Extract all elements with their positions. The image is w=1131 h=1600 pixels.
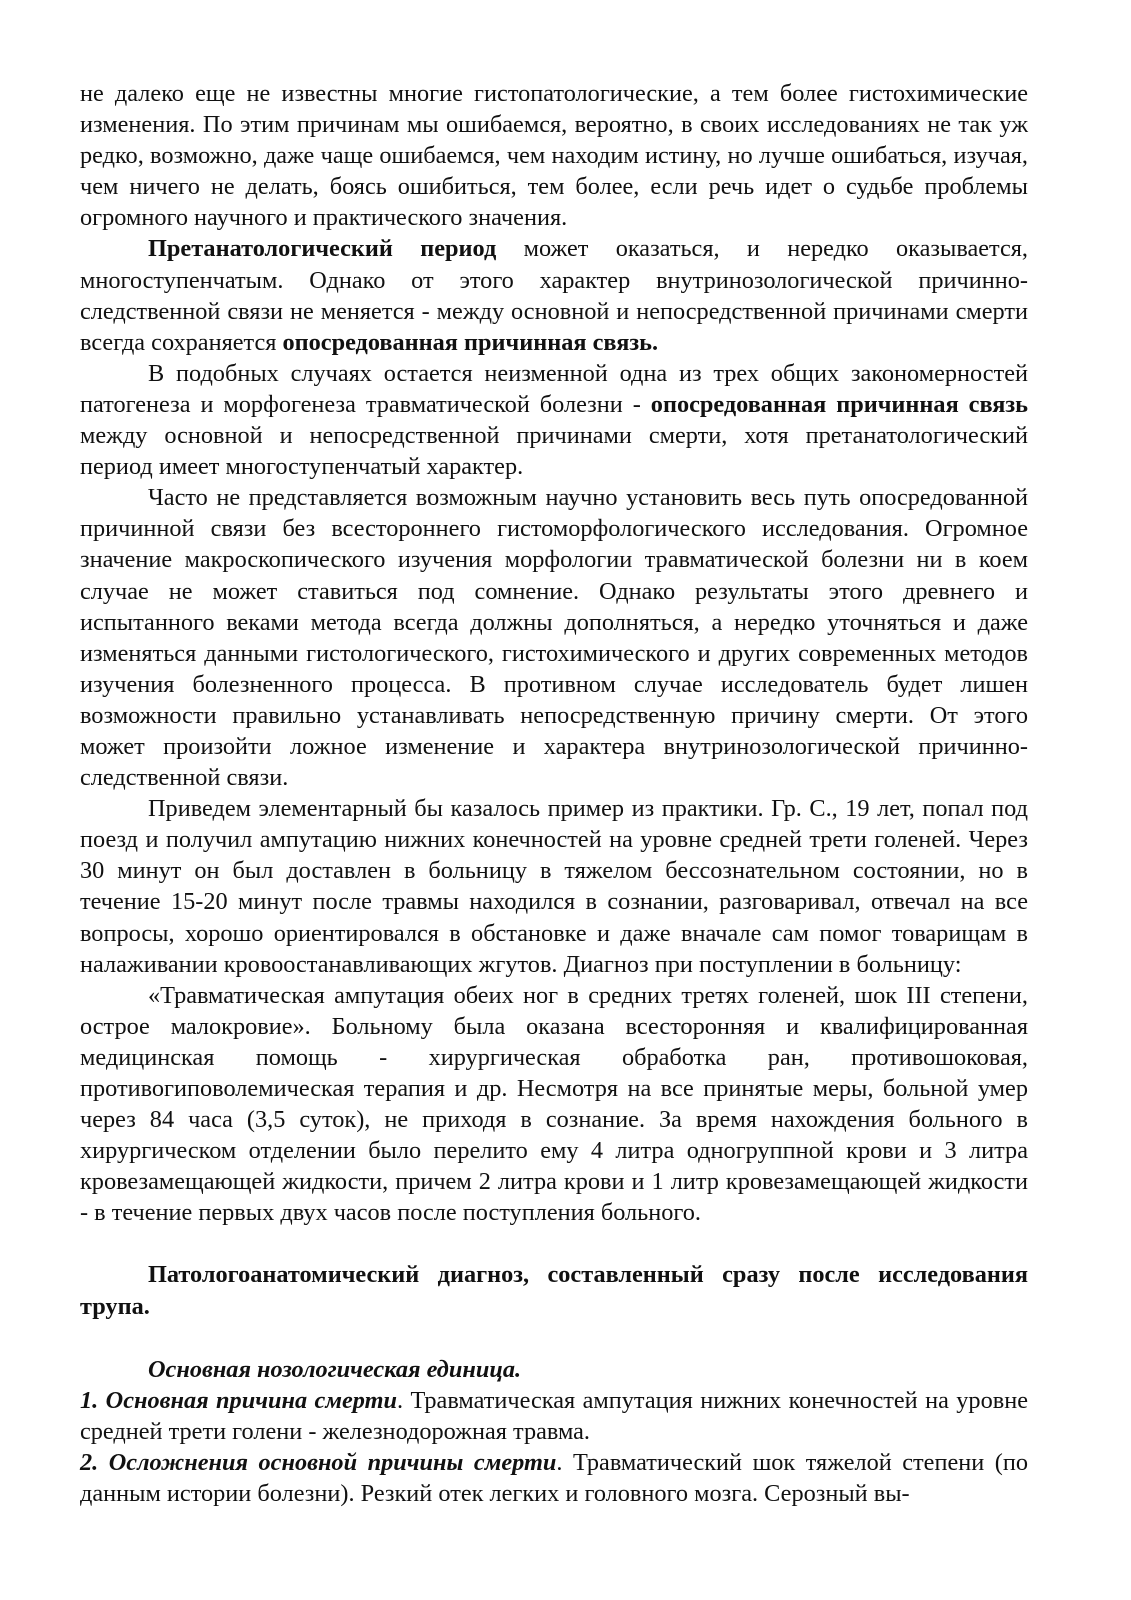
paragraph-intro: не далеко еще не известны многие гистопатологические, а тем более гистохимические изменения. По этим причинам мы ошибаемся, вероятно, в своих исследованиях не так уж редко, возможно, даже чаще ошибаемся, чем находим истину, но лучше ошибаться, изучая, чем ничего не делать, боясь ошибиться, тем более, если речь идет о судьбе проблемы огромного научного и практического значения. (80, 80, 1028, 232)
paragraph-diagnosis-on-admission: «Травматическая ампутация обеих ног в средних третях голеней, шок III степени, острое малокровие». Больному была оказана всесторонняя и квалифицированная медицинская помощь - хирургическая обработка ран, противошоковая, противогиповолемическая терапия и др. Несмотря на все принятые меры, больной умер через 84 часа (3,5 суток), не приходя в сознание. За время нахождения больного в хирургическом отделении было перелито ему 4 литра одногруппной крови и 3 литра кровезамещающей жидкости, причем 2 литра крови и 1 литр кровезамещающей жидкости - в течение первых двух часов после поступления больного. (80, 981, 1028, 1227)
paragraph-histomorphology: Часто не представляется возможным научно установить весь путь опосредованной причинной связи без всестороннего гистоморфологического исследования. Огромное значение макроскопического изучения морфологии травматической болезни ни в коем случае не может ставиться под сомнение. Однако результаты этого древнего и испытанного веками метода всегда должны дополняться, а нередко уточняться и даже изменяться данными гистологического, гистохимического и других современных методов изучения болезненного процесса. В противном случае исследователь будет лишен возможности правильно устанавливать непосредственную причину смерти. От этого может произойти ложное изменение и характера внутринозологической причинно-следственной связи. (80, 484, 1028, 792)
term-mediated-causal-link: опосредованная причинная связь (650, 390, 1029, 418)
paragraph-text: между основной и непосредственной причинами смерти, хотя претанатологический период имеет многоступенчатый характер. (80, 422, 1028, 481)
section-heading (80, 1259, 1028, 1321)
list-item-main-cause (80, 1385, 1028, 1447)
paragraph-pretanatological-period (80, 233, 1028, 357)
paragraph-text: В подобных случаях остается неизменной одна из трех общих закономерностей патогенеза и морфогенеза травматической болезни - (80, 359, 1028, 418)
term-mediated-causal-link: опосредованная причинная связь. (282, 328, 659, 356)
term-pretanatological-period: Претанатологический период (148, 235, 497, 263)
list-item-complications (80, 1447, 1028, 1509)
paragraph-regularities (80, 358, 1028, 482)
list-item-label: 1. Основная причина смерти (80, 1386, 397, 1414)
subheading (80, 1354, 1028, 1385)
list-item-text: . Травматическая ампутация нижних конечностей на уровне средней трети голени - железнодорожная травма. (80, 1386, 1028, 1445)
subheading-text: Основная нозологическая единица. (148, 1355, 522, 1383)
list-item-text: . Травматический шок тяжелой степени (по данным истории болезни). Резкий отек легких и головного мозга. Серозный вы- (80, 1448, 1029, 1508)
paragraph-text: может оказаться, и нередко оказывается, многоступенчатым. Однако от этого характер внутринозологической причинно-следственной связи не меняется - между основной и непосредственной причинами смерти всегда сохраняется (80, 235, 1028, 356)
document-page (80, 78, 1028, 1509)
heading-text: Патологоанатомический диагноз, составленный сразу после исследования трупа. (80, 1261, 1028, 1320)
list-item-label: 2. Осложнения основной причины смерти (80, 1448, 557, 1476)
paragraph-case-example: Приведем элементарный бы казалось пример из практики. Гр. С., 19 лет, попал под поезд и получил ампутацию нижних конечностей на уровне средней трети голеней. Через 30 минут он был доставлен в больницу в тяжелом бессознательном состоянии, но в течение 15-20 минут после травмы находился в сознании, разговаривал, отвечал на все вопросы, хорошо ориентировался в обстановке и даже вначале сам помог товарищам в налаживании кровоостанавливающих жгутов. Диагноз при поступлении в больницу: (80, 795, 1028, 978)
